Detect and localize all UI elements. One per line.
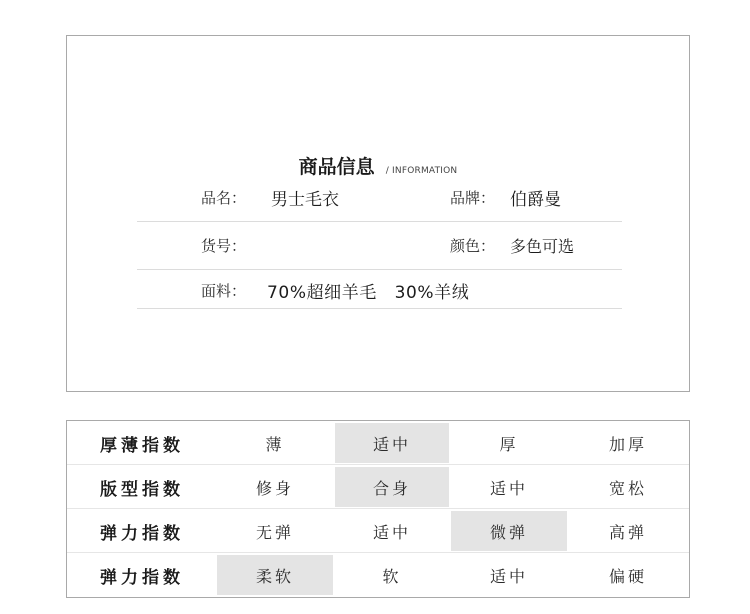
info-row-sku-color: [137, 222, 622, 270]
brand-value: 伯爵曼: [510, 190, 561, 210]
color-value: 多色可选: [510, 237, 575, 256]
material-label: 面料：: [201, 281, 247, 300]
index-option-regular-selected: 合身: [335, 467, 449, 507]
index-option-high-stretch: 高弹: [608, 522, 647, 542]
name-value: 男士毛衣: [271, 190, 339, 210]
index-option-slim: 修身: [255, 478, 294, 498]
index-option-softish: 软: [382, 566, 402, 586]
index-row-header: 弹力指数: [100, 567, 184, 588]
index-option-firm: 偏硬: [608, 566, 647, 586]
index-option-loose: 宽松: [608, 478, 647, 498]
index-option-thick: 厚: [499, 434, 519, 454]
color-label: 颜色：: [450, 237, 496, 255]
name-label: 品名：: [201, 189, 247, 207]
index-option-soft-selected: 柔软: [217, 555, 333, 595]
index-option-medium: 适中: [489, 478, 528, 498]
index-option-medium-selected: 适中: [335, 423, 449, 463]
index-row-softness: [67, 553, 689, 597]
index-option-extra-thick: 加厚: [608, 434, 647, 454]
info-subtitle: / INFORMATION: [385, 166, 458, 176]
material-value: 70%超细羊毛 30%羊绒: [267, 282, 470, 303]
index-option-no-stretch: 无弹: [255, 522, 294, 542]
info-title: 商品信息: [298, 156, 375, 178]
product-info-card: [66, 35, 690, 392]
index-row-fit: [67, 465, 689, 509]
attribute-index-table: [66, 420, 690, 598]
sku-label: 货号：: [201, 237, 247, 255]
info-row-name-brand: [137, 174, 622, 222]
brand-label: 品牌：: [450, 189, 496, 207]
index-row-thickness: [67, 421, 689, 465]
index-row-elasticity: [67, 509, 689, 553]
index-option-medium: 适中: [372, 522, 411, 542]
index-option-thin: 薄: [265, 434, 285, 454]
index-option-slight-stretch-selected: 微弹: [451, 511, 567, 551]
info-row-material: [137, 272, 622, 309]
index-row-header: 版型指数: [100, 479, 184, 500]
index-row-header: 厚薄指数: [100, 435, 184, 456]
index-option-medium: 适中: [489, 566, 528, 586]
index-row-header: 弹力指数: [100, 523, 184, 544]
